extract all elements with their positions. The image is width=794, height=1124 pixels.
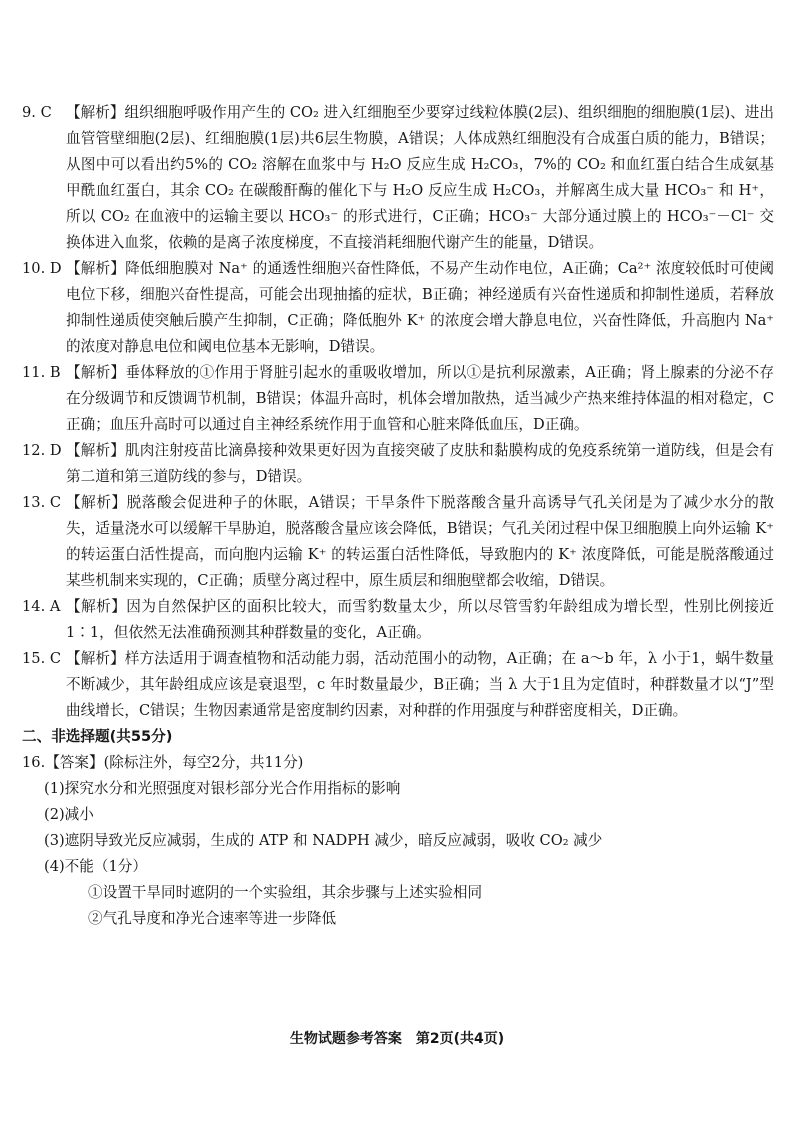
explanation-text: 【解析】组织细胞呼吸作用产生的 CO₂ 进入红细胞至少要穿过线粒体膜(2层)、组织细胞的细胞膜(1层)、进出血管管壁细胞(2层)、红细胞膜(1层)共6层生物膜，A错误；人体成熟红细胞没有合成蛋白质的能力，B错误；从图中可以看出约5%的 CO₂ 溶解在血浆中与 H₂O 反应生成 H₂CO₃，7%的 CO₂ 和血红蛋白结合生成氨基甲酰血红蛋白，其余 CO₂ 在碳酸酐酶的催化下与 H₂O 反应生成 H₂CO₃，并解离生成大量 HCO₃⁻ 和 H⁺，所以 CO₂ 在血液中的运输主要以 HCO₃⁻ 的形式进行，C正确；HCO₃⁻ 大部分通过膜上的 HCO₃⁻－Cl⁻ 交换体进入血浆，依赖的是离子浓度梯度，不直接消耗细胞代谢产生的能量，D错误。 bbox=[66, 104, 774, 251]
section-heading: 二、非选择题(共55分) bbox=[22, 728, 173, 745]
q16-answer-heading: 16.【答案】(除标注外，每空2分，共11分) bbox=[22, 754, 304, 771]
answer-item-9 bbox=[22, 100, 774, 256]
explanation-text: 【解析】样方法适用于调查植物和活动能力弱，活动范围小的动物，A正确；在 a～b 年，λ 小于1，蜗牛数量不断减少，其年龄组成应该是衰退型，c 年时数量最少，B正确；当 λ 大于1且为定值时，种群数量才以“J”型曲线增长，C错误；生物因素通常是密度制约因素，对种群的作用强度与种群密度相关，D正确。 bbox=[66, 650, 774, 719]
answer-line-2: (2)减小 bbox=[44, 806, 94, 823]
question-number: 10. D bbox=[22, 260, 62, 277]
answer-line-1: (1)探究水分和光照强度对银杉部分光合作用指标的影响 bbox=[44, 780, 401, 797]
question-number: 9. C bbox=[22, 104, 52, 121]
explanation-text: 【解析】垂体释放的①作用于肾脏引起水的重吸收增加，所以①是抗利尿激素，A正确；肾上腺素的分泌不存在分级调节和反馈调节机制，B错误；体温升高时，机体会增加散热，适当减少产热来维持体温的相对稳定，C正确；血压升高时可以通过自主神经系统作用于血管和心脏来降低血压，D正确。 bbox=[66, 364, 774, 433]
answer-item-14 bbox=[22, 594, 774, 646]
explanation-text: 【解析】降低细胞膜对 Na⁺ 的通透性细胞兴奋性降低，不易产生动作电位，A正确；Ca²⁺ 浓度较低时可使阈电位下移，细胞兴奋性提高，可能会出现抽搐的症状，B正确；神经递质有兴奋性递质和抑制性递质，若释放抑制性递质使突触后膜产生抑制，C正确；降低胞外 K⁺ 的浓度会增大静息电位，兴奋性降低，升高胞内 Na⁺ 的浓度对静息电位和阈电位基本无影响，D错误。 bbox=[66, 260, 774, 355]
explanation-text: 【解析】因为自然保护区的面积比较大，而雪豹数量太少，所以尽管雪豹年龄组成为增长型，性别比例接近1∶1，但依然无法准确预测其种群数量的变化，A正确。 bbox=[66, 598, 774, 641]
answer-line-3: (3)遮阴导致光反应减弱，生成的 ATP 和 NADPH 减少，暗反应减弱，吸收 CO₂ 减少 bbox=[44, 832, 603, 849]
explanation-text: 【解析】脱落酸会促进种子的休眠，A错误；干旱条件下脱落酸含量升高诱导气孔关闭是为了减少水分的散失，适量浇水可以缓解干旱胁迫，脱落酸含量应该会降低，B错误；气孔关闭过程中保卫细胞膜上向外运输 K⁺ 的转运蛋白活性提高，而向胞内运输 K⁺ 的转运蛋白活性降低，导致胞内的 K⁺ 浓度降低，可能是脱落酸通过某些机制来实现的，C正确；质壁分离过程中，原生质层和细胞壁都会收缩，D错误。 bbox=[66, 494, 774, 589]
answer-item-15 bbox=[22, 646, 774, 724]
answer-item-12 bbox=[22, 438, 774, 490]
explanation-text: 【解析】肌肉注射疫苗比滴鼻接种效果更好因为直接突破了皮肤和黏膜构成的免疫系统第一道防线，但是会有第二道和第三道防线的参与，D错误。 bbox=[66, 442, 774, 485]
question-number: 12. D bbox=[22, 442, 62, 459]
question-number: 11. B bbox=[22, 364, 61, 381]
page-content bbox=[22, 100, 774, 932]
answer-item-13 bbox=[22, 490, 774, 594]
answer-subline-2: ②气孔导度和净光合速率等进一步降低 bbox=[88, 910, 337, 927]
answer-line-4: (4)不能（1分） bbox=[44, 858, 147, 875]
answer-item-11 bbox=[22, 360, 774, 438]
question-number: 15. C bbox=[22, 650, 62, 667]
question-number: 13. C bbox=[22, 494, 62, 511]
answer-item-10 bbox=[22, 256, 774, 360]
answer-subline-1: ①设置干旱同时遮阴的一个实验组，其余步骤与上述实验相同 bbox=[88, 884, 483, 901]
page-footer: 生物试题参考答案 第2页(共4页) bbox=[289, 1031, 505, 1047]
question-number: 14. A bbox=[22, 598, 61, 615]
